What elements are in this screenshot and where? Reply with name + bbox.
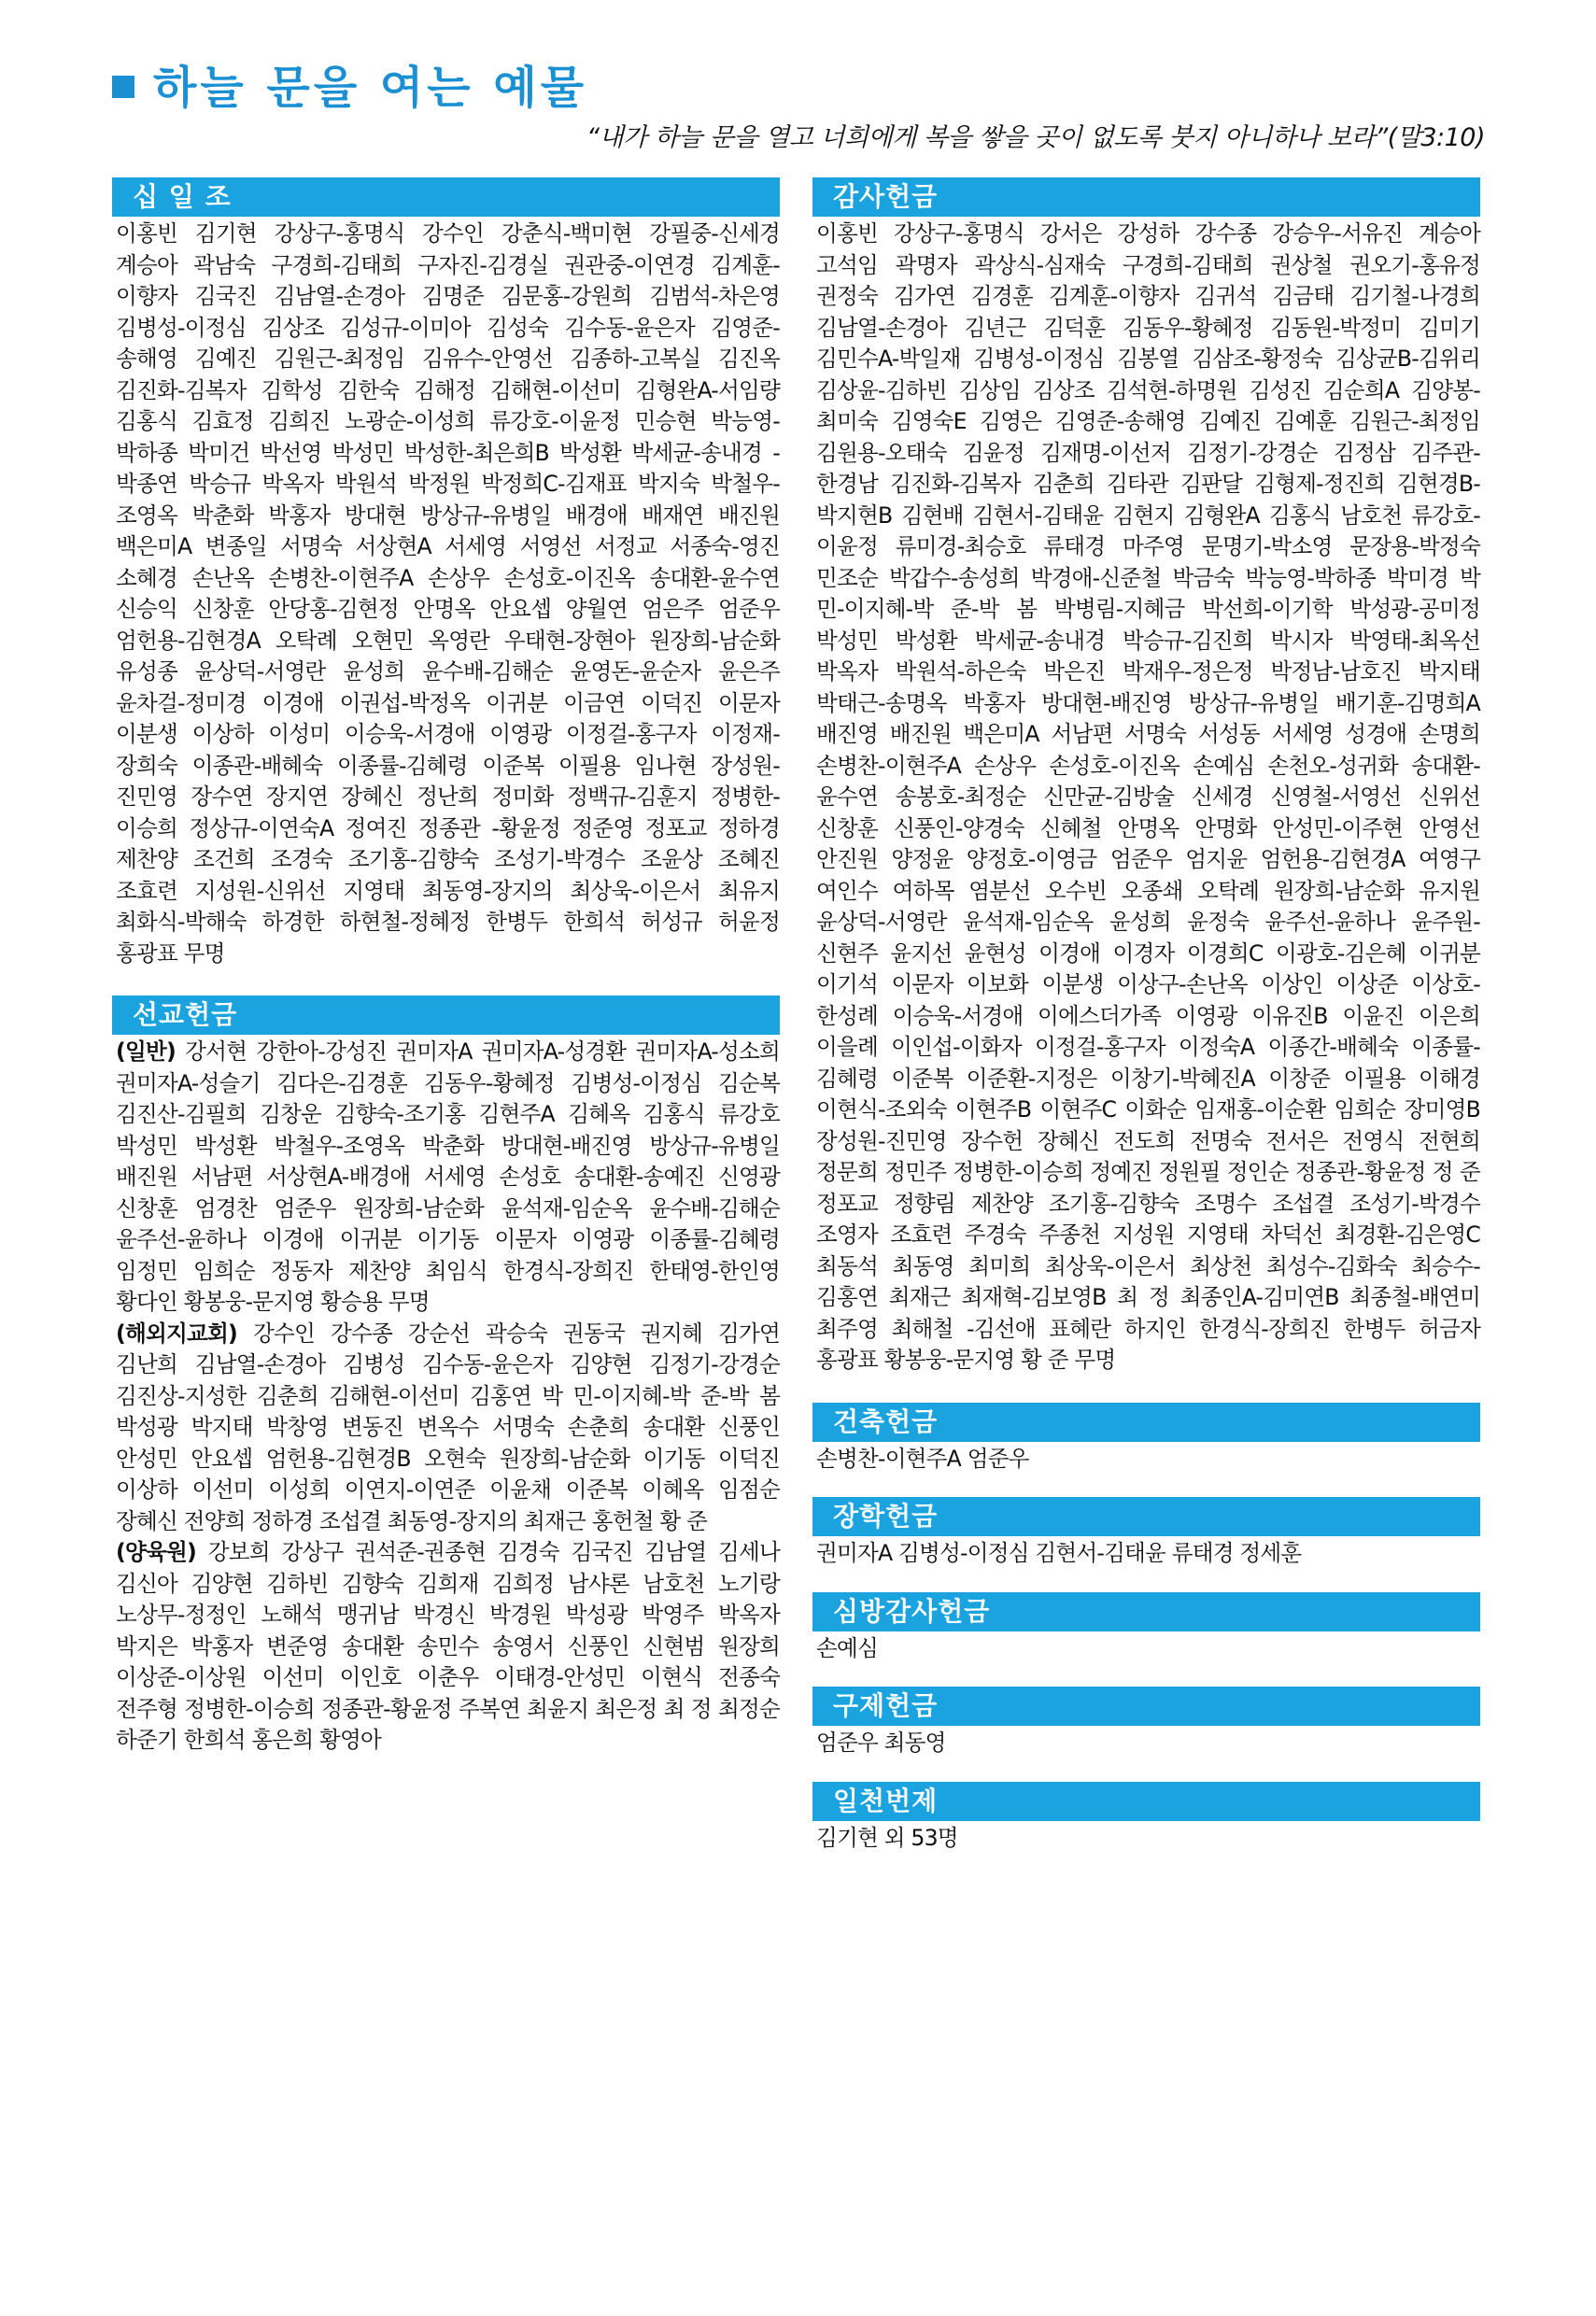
mission-group-general — [116, 1037, 780, 1319]
group-names: 강서현 강한아-강성진 권미자A 권미자A-성경환 권미자A-성소희 권미자A-성슬기 김다은-김경훈 김동우-황혜정 김병성-이정심 김순복 김진산-김필희 김창운 김향숙-조기홍 김현주A 김혜옥 김홍식 류강호 박성민 박성환 박철우-조영옥 박춘화 방대현-배진영 방상규-유병일 배진원 서남편 서상현A-배경애 서세영 손성호 송대환-송예진 신영광 신창훈 엄경찬 엄준우 원장희-남순화 윤석재-임순옥 윤수배-김해순 윤주선-윤하나 이경애 이귀분 이기동 이문자 이영광 이종률-김혜령 임정민 임희순 정동자 제찬양 최임식 한경식-장희진 한태영-한인영 황다인 황봉웅-문지영 황승용 무명 — [116, 1038, 780, 1315]
relief-donor-list: 엄준우 최동영 — [816, 1730, 946, 1756]
thanks-donor-list: 이홍빈 강상구-홍명식 강서은 강성하 강수종 강승우-서유진 계승아 고석임 곽명자 곽상식-심재숙 구경희-김태희 권상철 권오기-홍유정 권정숙 김가연 김경훈 김계훈-이향자 김귀석 김금태 김기철-나경희 김남열-손경아 김년근 김덕훈 김동우-황혜정 김동원-박정미 김미기 김민수A-박일재 김병성-이정심 김봉열 김삼조-황정숙 김상균B-김위리 김상윤-김하빈 김상임 김상조 김석현-하명원 김성진 김순희A 김양봉-최미숙 김영숙E 김영은 김영준-송해영 김예진 김예훈 김원근-최정임 김원용-오태숙 김윤정 김재명-이선저 김정기-강경순 김정삼 김주관-한경남 김진화-김복자 김춘희 김타관 김판달 김형제-정진희 김현경B-박지현B 김현배 김현서-김태윤 김현지 김형완A 김홍식 남호천 류강호-이윤정 류미경-최승호 류태경 마주영 문명기-박소영 문장용-박정숙 민조순 박갑수-송성희 박경애-신준철 박금숙 박능영-박하종 박미경 박 민-이지혜-박 준-박 봄 박병림-지혜금 박선희-이기학 박성광-공미정 박성민 박성환 박세균-송내경 박승규-김진희 박시자 박영태-최옥선 박옥자 박원석-하은숙 박은진 박재우-정은정 박정남-남호진 박지태 박태근-송명옥 박홍자 방대현-배진영 방상규-유병일 배기훈-김명희A 배진영 배진원 백은미A 서남편 서명숙 서성동 서세영 성경애 손명희 손병찬-이현주A 손상우 손성호-이진옥 손예심 손천오-성귀화 송대환-윤수연 송봉호-최정순 신만균-김방술 신세경 신영철-서영선 신위선 신창훈 신풍인-양경숙 신혜철 안명옥 안명화 안성민-이주현 안영선 안진원 양정윤 양정호-이영금 엄준우 엄지윤 엄헌용-김현경A 여영구 여인수 여하목 염분선 오수빈 오종쇄 오탁례 원장희-남순화 유지원 윤상덕-서영란 윤석재-임순옥 윤성희 윤정숙 윤주선-윤하나 윤주원-신현주 윤지선 윤현성 이경애 이경자 이경희C 이광호-김은혜 이귀분 이기석 이문자 이보화 이분생 이상구-손난옥 이상인 이상준 이상호-한성례 이승욱-서경애 이에스더가족 이영광 이유진B 이윤진 이은희 이을례 이인섭-이화자 이정걸-홍구자 이정숙A 이종간-배혜숙 이종률-김혜령 이준복 이준환-지정은 이창기-박혜진A 이창준 이필용 이해경 이현식-조외숙 이현주B 이현주C 이화순 임재홍-이순환 임희순 장미영B 장성원-진민영 장수헌 장혜신 전도희 전명숙 전서은 전영식 전현희 정문희 정민주 정병한-이승희 정예진 정원필 정인순 정종관-황윤정 정 준 정포교 정향림 제찬양 조기홍-김향숙 조명수 조섭결 조성기-박경수 조영자 조효련 주경숙 주종천 지성원 지영태 차덕선 최경환-김은영C 최동석 최동영 최미희 최상욱-이은서 최상천 최성수-김화숙 최승수-김홍연 최재근 최재혁-김보영B 최 정 최종인A-김미연B 최종철-배연미 최주영 최해철 -김선애 표혜란 하지인 한경식-장희진 한병두 허금자 홍광표 황봉웅-문지영 황 준 무명 — [816, 220, 1480, 1373]
page-title: 하늘 문을 여는 예물 — [153, 62, 588, 114]
section-firstfruit — [812, 1782, 1480, 1855]
firstfruit-donor-list: 김기현 외 53명 — [816, 1824, 958, 1851]
right-column — [812, 177, 1480, 1854]
left-column — [112, 177, 780, 1757]
title-row — [112, 51, 1494, 116]
mission-group-orphanage — [116, 1537, 780, 1757]
section-thanks — [812, 177, 1480, 1377]
group-tag: (양육원) — [116, 1539, 196, 1565]
section-header-firstfruit: 일천번제 — [812, 1782, 1480, 1821]
mission-donor-list — [112, 1035, 780, 1757]
building-donor-list: 손병찬-이현주A 엄준우 — [816, 1445, 1029, 1472]
group-tag: (일반) — [116, 1038, 176, 1065]
section-building — [812, 1403, 1480, 1476]
section-header-building: 건축헌금 — [812, 1403, 1480, 1442]
bible-verse: “내가 하늘 문을 열고 너희에게 복을 쌓을 곳이 없도록 붓지 아니하나 보라”(말3:10) — [586, 123, 1485, 152]
group-names: 강수인 강수종 강순선 곽승숙 권동국 권지혜 김가연 김난희 김남열-손경아 김병성 김수동-윤은자 김양현 김정기-강경순 김진상-지성한 김춘희 김해현-이선미 김홍연 박 민-이지혜-박 준-박 봄 박성광 박지태 박창영 변동진 변옥수 서명숙 손춘희 송대환 신풍인 안성민 안요셉 엄헌용-김현경B 오현숙 원장희-남순화 이기동 이덕진 이상하 이선미 이성희 이연지-이연준 이윤채 이준복 이혜옥 임점순 장혜신 전양희 정하경 조섭결 최동영-장지의 최재근 홍헌철 황 준 — [116, 1320, 780, 1534]
title-bullet-icon — [112, 76, 134, 98]
tithe-donor-list: 이홍빈 김기현 강상구-홍명식 강수인 강춘식-백미현 강필중-신세경 계승아 곽남숙 구경희-김태희 구자진-김경실 권관중-이연경 김계훈-이향자 김국진 김남열-손경아 김명준 김문홍-강원희 김범석-차은영 김병성-이정심 김상조 김성규-이미아 김성숙 김수동-윤은자 김영준-송해영 김예진 김원근-최정임 김유수-안영선 김종하-고복실 김진옥 김진화-김복자 김학성 김한숙 김해정 김해현-이선미 김형완A-서임량 김홍식 김효정 김희진 노광순-이성희 류강호-이윤정 민승현 박능영-박하종 박미건 박선영 박성민 박성한-최은희B 박성환 박세균-송내경 -박종연 박승규 박옥자 박원석 박정원 박정희C-김재표 박지숙 박철우-조영옥 박춘화 박홍자 방대현 방상규-유병일 배경애 배재연 배진원 백은미A 변종일 서명숙 서상현A 서세영 서영선 서정교 서종숙-영진 소혜경 손난옥 손병찬-이현주A 손상우 손성호-이진옥 송대환-윤수연 신승익 신창훈 안당홍-김현정 안명옥 안요셉 양월연 엄은주 엄준우 엄헌용-김현경A 오탁례 오현민 옥영란 우태현-장현아 원장희-남순화 유성종 윤상덕-서영란 윤성희 윤수배-김해순 윤영돈-윤순자 윤은주 윤차걸-정미경 이경애 이권섭-박정옥 이귀분 이금연 이덕진 이문자 이분생 이상하 이성미 이승욱-서경애 이영광 이정걸-홍구자 이정재-장희숙 이종관-배혜숙 이종률-김혜령 이준복 이필용 임나현 장성원-진민영 장수연 장지연 장혜신 정난희 정미화 정백규-김훈지 정병한-이승희 정상규-이연숙A 정여진 정종관 -황윤정 정준영 정포교 정하경 제찬양 조건희 조경숙 조기홍-김향숙 조성기-박경수 조윤상 조혜진 조효련 지성원-신위선 지영태 최동영-장지의 최상욱-이은서 최유지 최화식-박해숙 하경한 하현철-정혜정 한병두 한희석 허성규 허윤정 홍광표 무명 — [116, 220, 780, 967]
group-tag: (해외지교회) — [116, 1320, 237, 1347]
section-scholarship — [812, 1497, 1480, 1570]
scholarship-donor-list: 권미자A 김병성-이정심 김현서-김태윤 류태경 정세훈 — [816, 1540, 1302, 1566]
section-header-tithe: 십 일 조 — [112, 177, 780, 217]
section-header-mission: 선교헌금 — [112, 996, 780, 1035]
section-tithe — [112, 177, 780, 969]
mission-group-overseas — [116, 1319, 780, 1538]
section-header-visit: 심방감사헌금 — [812, 1592, 1480, 1631]
page-header — [112, 51, 1494, 163]
section-header-thanks: 감사헌금 — [812, 177, 1480, 217]
section-relief — [812, 1687, 1480, 1759]
section-header-scholarship: 장학헌금 — [812, 1497, 1480, 1536]
section-mission — [112, 996, 780, 1757]
group-names: 강보희 강상구 권석준-권종현 김경숙 김국진 김남열 김세나 김신아 김양현 김하빈 김향숙 김희재 김희정 남샤론 남호천 노기랑 노상무-정정인 노해석 맹귀남 박경신 박경원 박성광 박영주 박옥자 박지은 박홍자 변준영 송대환 송민수 송영서 신풍인 신현범 원장희 이상준-이상원 이선미 이인호 이춘우 이태경-안성민 이현식 전종숙 전주형 정병한-이승희 정종관-황윤정 주복연 최윤지 최은정 최 정 최정순 하준기 한희석 홍은희 황영아 — [116, 1539, 780, 1753]
visit-donor-list: 손예심 — [816, 1634, 878, 1661]
section-header-relief: 구제헌금 — [812, 1687, 1480, 1726]
section-visit — [812, 1592, 1480, 1665]
